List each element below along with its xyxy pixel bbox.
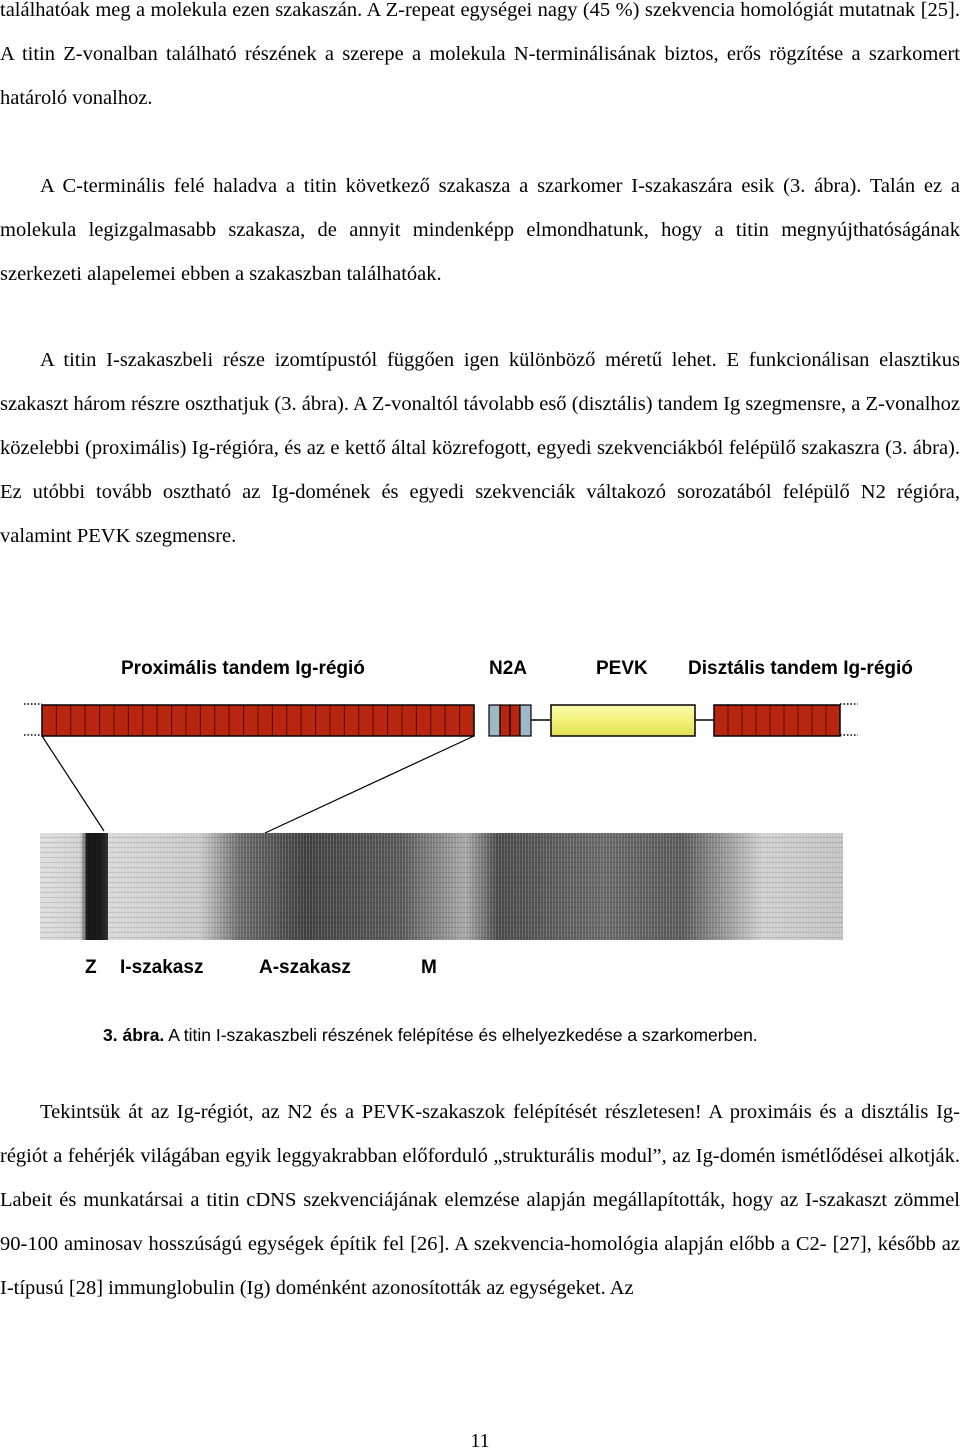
caption-number: 3. ábra.	[103, 1025, 165, 1045]
ig-domain	[316, 705, 330, 736]
ig-domain	[143, 705, 157, 736]
ig-domain	[416, 705, 430, 736]
n2a-segment	[489, 705, 531, 736]
ig-domain	[798, 705, 812, 736]
ig-domain	[784, 705, 798, 736]
ig-domain	[71, 705, 85, 736]
distal-ig-domains	[714, 705, 840, 736]
zoom-line-right	[265, 736, 474, 833]
ig-domain	[742, 705, 756, 736]
label-n2a: N2A	[489, 658, 528, 679]
ig-domain	[200, 705, 214, 736]
ig-domain	[56, 705, 70, 736]
ig-domain	[826, 705, 840, 736]
label-a-band: A-szakasz	[259, 957, 351, 978]
label-pevk: PEVK	[596, 658, 648, 679]
label-distal-ig-region: Disztális tandem Ig-régió	[688, 658, 913, 679]
paragraph-1: találhatóak meg a molekula ezen szakaszán. A Z-repeat egységei nagy (45 %) szekvencia homológiát mutatnak [25]. A titin Z-vonalban található részének a szerepe a molekula N-terminálisának biztos, erős rögzítése a szarkomert határoló vonalhoz.	[0, 0, 960, 109]
z-line-band	[86, 833, 108, 940]
ig-domain	[500, 705, 510, 736]
paragraph-4: Tekintsük át az Ig-régiót, az N2 és a PEVK-szakaszok felépítését részletesen! A proximáis és a disztális Ig-régiót a fehérjék világában egyik leggyakrabban előforduló „strukturális modul”, az Ig-domén ismétlődései alkotják. Labeit és munkatársai a titin cDNS szekvenciájának elemzése alapján megállapították, hogy az I-szakaszt zömmel 90-100 aminosav hosszúságú egységek építik fel [26]. A szekvencia-homológia alapján előbb a C2- [27], később az I-típusú [28] immunglobulin (Ig) doménként azonosították az egységeket. Az	[0, 1101, 960, 1299]
ig-domain	[301, 705, 315, 736]
ig-domain	[258, 705, 272, 736]
ig-domain	[128, 705, 142, 736]
ig-domain	[728, 705, 742, 736]
ig-domain	[287, 705, 301, 736]
ig-domain	[229, 705, 243, 736]
label-i-band: I-szakasz	[120, 957, 204, 978]
ig-domain	[172, 705, 186, 736]
zoom-line-left	[42, 736, 104, 831]
paragraph-2: A C-terminális felé haladva a titin következő szakasza a szarkomer I-szakaszára esik (3. ábra). Talán ez a molekula legizgalmasabb szakasza, de annyit mindenképp elmondhatunk, hogy a titin megnyújthatóságának szerkezeti alapelemei ebben a szakaszban találhatóak.	[0, 175, 960, 285]
label-m-line: M	[421, 957, 437, 978]
caption-text: A titin I-szakaszbeli részének felépítése és elhelyezkedése a szarkomerben.	[164, 1025, 758, 1045]
ig-domain	[431, 705, 445, 736]
ig-domain	[714, 705, 728, 736]
sarcomere-micrograph	[40, 833, 843, 940]
pevk-segment	[551, 705, 695, 736]
ig-domain	[244, 705, 258, 736]
ig-domain	[186, 705, 200, 736]
ig-domain	[114, 705, 128, 736]
titin-domain-diagram	[0, 690, 960, 940]
ig-domain	[42, 705, 56, 736]
ig-domain	[373, 705, 387, 736]
ig-domain	[756, 705, 770, 736]
ig-domain	[510, 705, 520, 736]
ig-domain	[359, 705, 373, 736]
ig-domain	[460, 705, 474, 736]
ig-domain	[330, 705, 344, 736]
ig-domain	[100, 705, 114, 736]
n2a-unique-sequence	[489, 705, 500, 736]
ig-domain	[215, 705, 229, 736]
figure-caption	[103, 1025, 758, 1046]
ig-domain	[402, 705, 416, 736]
ig-domain	[85, 705, 99, 736]
proximal-ig-domains	[42, 705, 474, 736]
ig-domain	[388, 705, 402, 736]
label-z-line: Z	[85, 957, 97, 978]
ig-domain	[770, 705, 784, 736]
page-number: 11	[470, 1430, 490, 1452]
ig-domain	[445, 705, 459, 736]
ig-domain	[157, 705, 171, 736]
n2a-unique-sequence	[520, 705, 531, 736]
ig-domain	[344, 705, 358, 736]
ig-domain	[812, 705, 826, 736]
label-proximal-ig-region: Proximális tandem Ig-régió	[121, 658, 365, 679]
paragraph-3: A titin I-szakaszbeli része izomtípustól függően igen különböző méretű lehet. E funkcionálisan elasztikus szakaszt három részre oszthatjuk (3. ábra). A Z-vonaltól távolabb eső (disztális) tandem Ig szegmensre, a Z-vonalhoz közelebbi (proximális) Ig-régióra, és az e kettő által közrefogott, egyedi szekvenciákból felépülő szakaszra (3. ábra). Ez utóbbi tovább osztható az Ig-domének és egyedi szekvenciák váltakozó sorozatából felépülő N2 régióra, valamint PEVK szegmensre.	[0, 349, 960, 547]
ig-domain	[272, 705, 286, 736]
